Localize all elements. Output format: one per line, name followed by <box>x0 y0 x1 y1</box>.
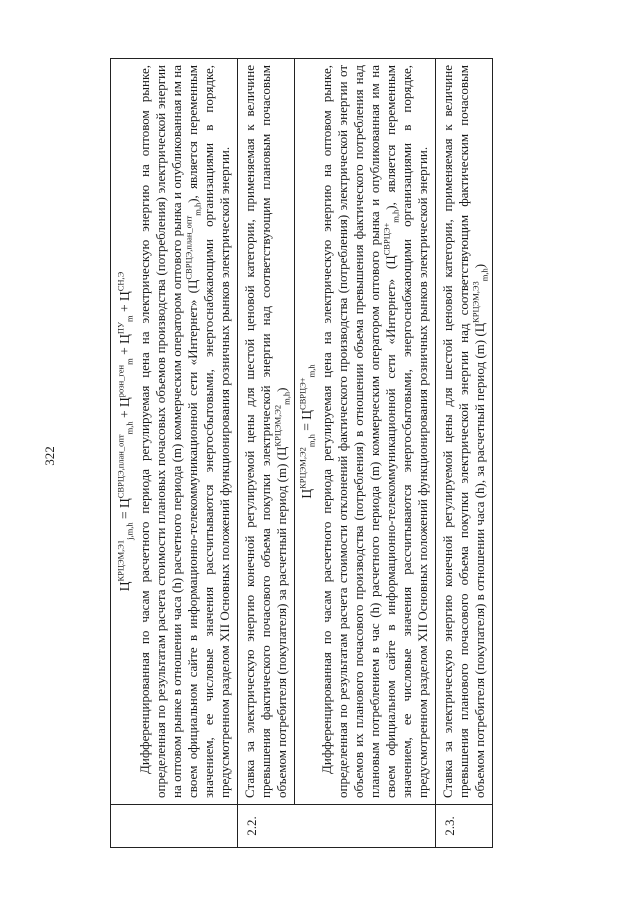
formula-e1: $Ц^{КРЦЭМ,Э1}_{j,m,h} = Ц^{СВРЦЭ,план\_опт}_{m,h} + Ц^{розн\_ген}_m + Ц^{ПУ}_m + Ц^{СН,Э}$ <box>115 271 135 592</box>
row-number-cell: 2.2. <box>238 805 436 848</box>
tariff-table <box>110 58 493 848</box>
formula-e2: $Ц^{КРЦЭМ,Э2}_{m,h} = Ц^{СВРЦЭ+}_{m,h}$ <box>297 364 317 499</box>
row-number-cell <box>111 805 238 848</box>
row-heading: Ставка за электрическую энергию конечной регулируемой цены для шестой ценовой категории, применяемая к величине превышения планового почасового объема покупки электрической энергии над соответствующим фактическим почасовым объемом потребителя (покупателя) в отношении часа (h), за расчетный период (m) $(Ц^{КРЦЭМ,Э3}_{m,h})$ <box>440 65 490 798</box>
row-description: Дифференцированная по часам расчетного периода регулируемая цена на электрическую энергию на оптовом рынке, определенная по результатам расчета стоимости плановых почасовых объемов производства (потребления) электрической энергии на оптовом рынке в отношении часа (h) расчетного периода (m) коммерческим оператором оптового рынка и опубликованная им на своем официальном сайте в информационно-телекоммуникационной сети «Интернет» $(Ц^{СВРЦЭ,план\_опт}_{m,h})$, является переменным значением, ее числовые значения рассчитываются энергосбытовыми, энергоснабжающими организациями в порядке, предусмотренном разделом XII Основных положений функционирования розничных рынков электрической энергии. <box>137 65 232 798</box>
rotated-table-container <box>110 58 530 848</box>
table-row <box>436 59 493 848</box>
row-description: Дифференцированная по часам расчетного периода регулируемая цена на электрическую энергию на оптовом рынке, определенная по результатам расчета стоимости отклонений фактического производства (потребления) электрической энергии от объемов их планового почасового производства (потребления) в отношении объема превышения фактического потребления над плановым потреблением в час (h) расчетного периода (m) коммерческим оператором оптового рынка и опубликованная им на своем официальном сайте в информационно-телекоммуникационной сети «Интернет» $(Ц^{СВРЦЭ+}_{m,h})$, является переменным значением, ее числовые значения рассчитываются энергосбытовыми, энергоснабжающими организациями в порядке, предусмотренном разделом XII Основных положений функционирования розничных рынков электрической энергии. <box>319 65 430 798</box>
row-content-cell <box>111 59 238 805</box>
row-content-cell <box>436 59 493 805</box>
table-row <box>238 59 436 848</box>
row-heading: Ставка за электрическую энергию конечной регулируемой цены для шестой ценовой категории, применяемая к величине превышения фактического почасового объема покупки электрической энергии над соответствующим плановым почасовым объемом потребителя (покупателя) за расчетный период (m) $(Ц^{КРЦЭМ,Э2}_{m,h})$ <box>242 65 292 798</box>
row-content-cell <box>238 59 436 805</box>
row-number-cell: 2.3. <box>436 805 493 848</box>
row-divider <box>294 59 295 804</box>
table-row <box>111 59 238 848</box>
page-number: 322 <box>42 446 57 466</box>
